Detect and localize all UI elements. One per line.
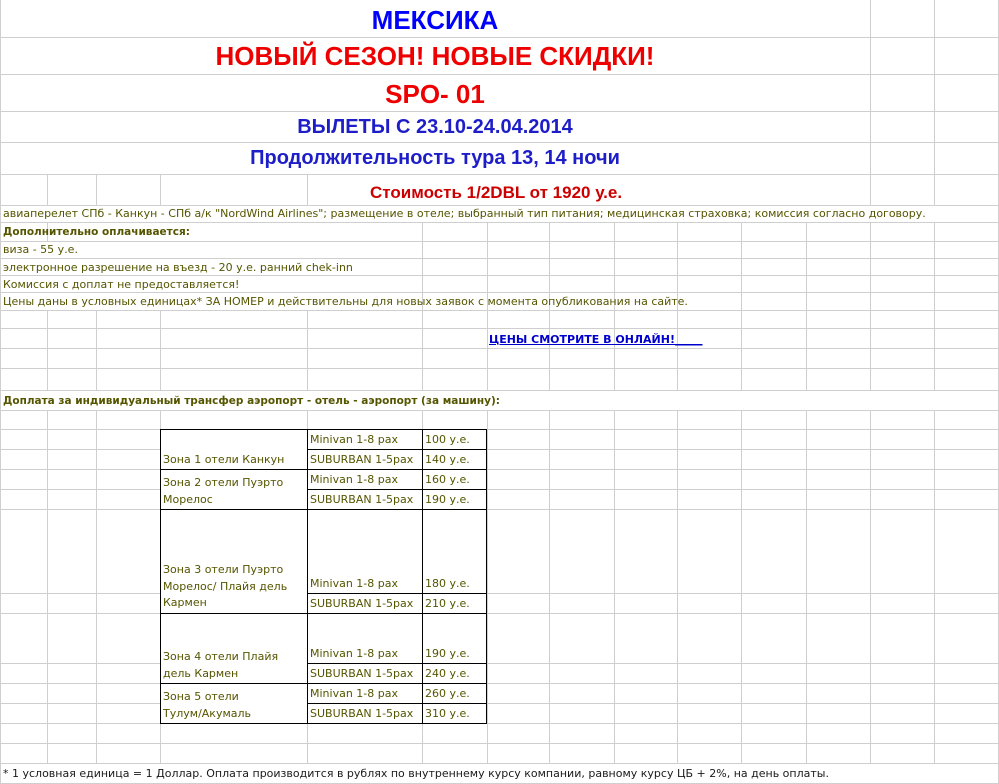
grid-row-line <box>0 258 999 259</box>
grid-row-line <box>0 111 999 112</box>
included-services: авиаперелет СПб - Канкун - СПб а/к "NordWind Airlines"; размещение в отеле; выбранный тип питания; медицинская страховка; комиссия согласно договору. <box>3 207 926 220</box>
tour-duration: Продолжительность тура 13, 14 ночи <box>250 147 620 169</box>
vehicle-label: Minivan 1-8 pax <box>310 687 398 700</box>
grid-col-line <box>47 410 48 763</box>
grid-col-line <box>160 310 161 390</box>
vehicle-label: Minivan 1-8 pax <box>310 647 398 660</box>
zone-label: Зона 1 отели Канкун <box>163 453 285 466</box>
grid-row-line <box>0 174 999 175</box>
vehicle-label: Minivan 1-8 pax <box>310 577 398 590</box>
grid-col-line <box>422 410 423 430</box>
grid-col-line <box>47 174 48 205</box>
grid-row-line <box>0 763 999 764</box>
grid-col-line <box>307 174 308 205</box>
grid-row-line <box>0 390 999 391</box>
grid-col-line <box>870 0 871 205</box>
grid-row-line <box>487 489 999 490</box>
grid-row-line <box>0 37 999 38</box>
grid-col-line <box>934 0 935 205</box>
price-from: Стоимость 1/2DBL от 1920 у.е. <box>370 183 623 202</box>
grid-row-line <box>0 348 999 349</box>
grid-col-line <box>307 723 308 763</box>
grid-col-line <box>549 410 550 763</box>
grid-col-line <box>741 410 742 763</box>
extra-payment-title: Дополнительно оплачивается: <box>3 226 190 238</box>
vehicle-label: Minivan 1-8 pax <box>310 433 398 446</box>
grid-col-line <box>934 222 935 390</box>
grid-row-line <box>0 449 160 450</box>
price-value: 210 у.е. <box>425 597 470 610</box>
grid-col-line <box>96 310 97 390</box>
grid-row-line <box>487 683 999 684</box>
grid-row-line <box>487 613 999 614</box>
currency-footnote: * 1 условная единица = 1 Доллар. Оплата производится в рублях по внутреннему курсу компании, равному курсу ЦБ + 2%, на день оплаты. <box>3 767 829 780</box>
grid-row-line <box>0 743 999 744</box>
grid-col-line <box>160 174 161 205</box>
departure-dates: ВЫЛЕТЫ С 23.10-24.04.2014 <box>297 116 573 138</box>
zone-label: Зона 3 отели Пуэрто Морелос/ Плайя дель Кармен <box>163 563 288 609</box>
price-value: 180 у.е. <box>425 577 470 590</box>
grid-row-line <box>0 683 160 684</box>
grid-col-line <box>307 410 308 430</box>
grid-row-line <box>487 509 999 510</box>
grid-row-line <box>0 723 999 724</box>
entry-permit-fee: электронное разрешение на въезд - 20 у.е. ранний chek-inn <box>3 261 353 274</box>
grid-row-line <box>0 593 160 594</box>
grid-row-line <box>0 74 999 75</box>
commission-note: Комиссия с доплат не предоставляется! <box>3 278 240 291</box>
grid-row-line <box>0 222 999 223</box>
grid-row-line <box>0 328 999 329</box>
grid-col-line <box>96 174 97 205</box>
grid-row-line <box>0 663 160 664</box>
vehicle-label: SUBURBAN 1-5pax <box>310 597 414 610</box>
page-title: МЕКСИКА <box>371 5 499 35</box>
grid-col-line <box>160 723 161 763</box>
grid-col-line <box>806 410 807 763</box>
grid-row-line <box>0 310 999 311</box>
price-value: 190 у.е. <box>425 493 470 506</box>
grid-col-line <box>741 222 742 390</box>
grid-row-line <box>0 703 160 704</box>
grid-col-line <box>47 310 48 390</box>
vehicle-label: SUBURBAN 1-5pax <box>310 493 414 506</box>
grid-col-line <box>934 410 935 763</box>
price-value: 140 у.е. <box>425 453 470 466</box>
price-value: 260 у.е. <box>425 687 470 700</box>
grid-col-line <box>307 310 308 390</box>
grid-col-line <box>160 410 161 430</box>
grid-row-line <box>0 205 999 206</box>
grid-row-line <box>0 142 999 143</box>
online-prices-link[interactable]: ЦЕНЫ СМОТРИТЕ В ОНЛАЙН!_____ <box>489 333 703 346</box>
price-value: 310 у.е. <box>425 707 470 720</box>
grid-row-line <box>487 593 999 594</box>
spo-code: SPO- 01 <box>385 79 485 109</box>
grid-row-line <box>487 663 999 664</box>
grid-row-line <box>0 275 999 276</box>
grid-col-line <box>870 410 871 763</box>
grid-row-line <box>0 489 160 490</box>
grid-row-line <box>0 410 999 411</box>
grid-col-line <box>806 222 807 390</box>
vehicle-label: SUBURBAN 1-5pax <box>310 453 414 466</box>
grid-row-line <box>487 703 999 704</box>
grid-col-line <box>487 410 488 763</box>
grid-row-line <box>0 368 999 369</box>
vehicle-label: SUBURBAN 1-5pax <box>310 667 414 680</box>
grid-row-line <box>0 469 160 470</box>
prices-note: Цены даны в условных единицах* ЗА НОМЕР и действительны для новых заявок с момента опубликования на сайте. <box>3 295 688 308</box>
grid-row-line <box>0 429 999 430</box>
grid-row-line <box>0 509 160 510</box>
grid-col-line <box>422 723 423 763</box>
price-value: 100 у.е. <box>425 433 470 446</box>
transfer-title: Доплата за индивидуальный трансфер аэропорт - отель - аэропорт (за машину): <box>3 395 500 407</box>
grid-row-line <box>487 449 999 450</box>
vehicle-label: SUBURBAN 1-5pax <box>310 707 414 720</box>
price-value: 240 у.е. <box>425 667 470 680</box>
grid-row-line <box>0 241 999 242</box>
grid-col-line <box>614 410 615 763</box>
promo-subtitle: НОВЫЙ СЕЗОН! НОВЫЕ СКИДКИ! <box>215 41 655 71</box>
visa-fee: виза - 55 у.е. <box>3 243 78 256</box>
zone-label: Зона 4 отели Плайя дель Кармен <box>163 650 279 680</box>
vehicle-label: Minivan 1-8 pax <box>310 473 398 486</box>
grid-row-line <box>0 613 160 614</box>
grid-row-line <box>0 292 999 293</box>
price-value: 190 у.е. <box>425 647 470 660</box>
zone-label: Зона 2 отели Пуэрто Морелос <box>163 476 284 506</box>
grid-col-line <box>870 222 871 390</box>
zone-label: Зона 5 отели Тулум/Акумаль <box>163 690 252 720</box>
grid-row-line <box>487 469 999 470</box>
grid-col-line <box>677 410 678 763</box>
grid-col-line <box>96 410 97 763</box>
price-value: 160 у.е. <box>425 473 470 486</box>
